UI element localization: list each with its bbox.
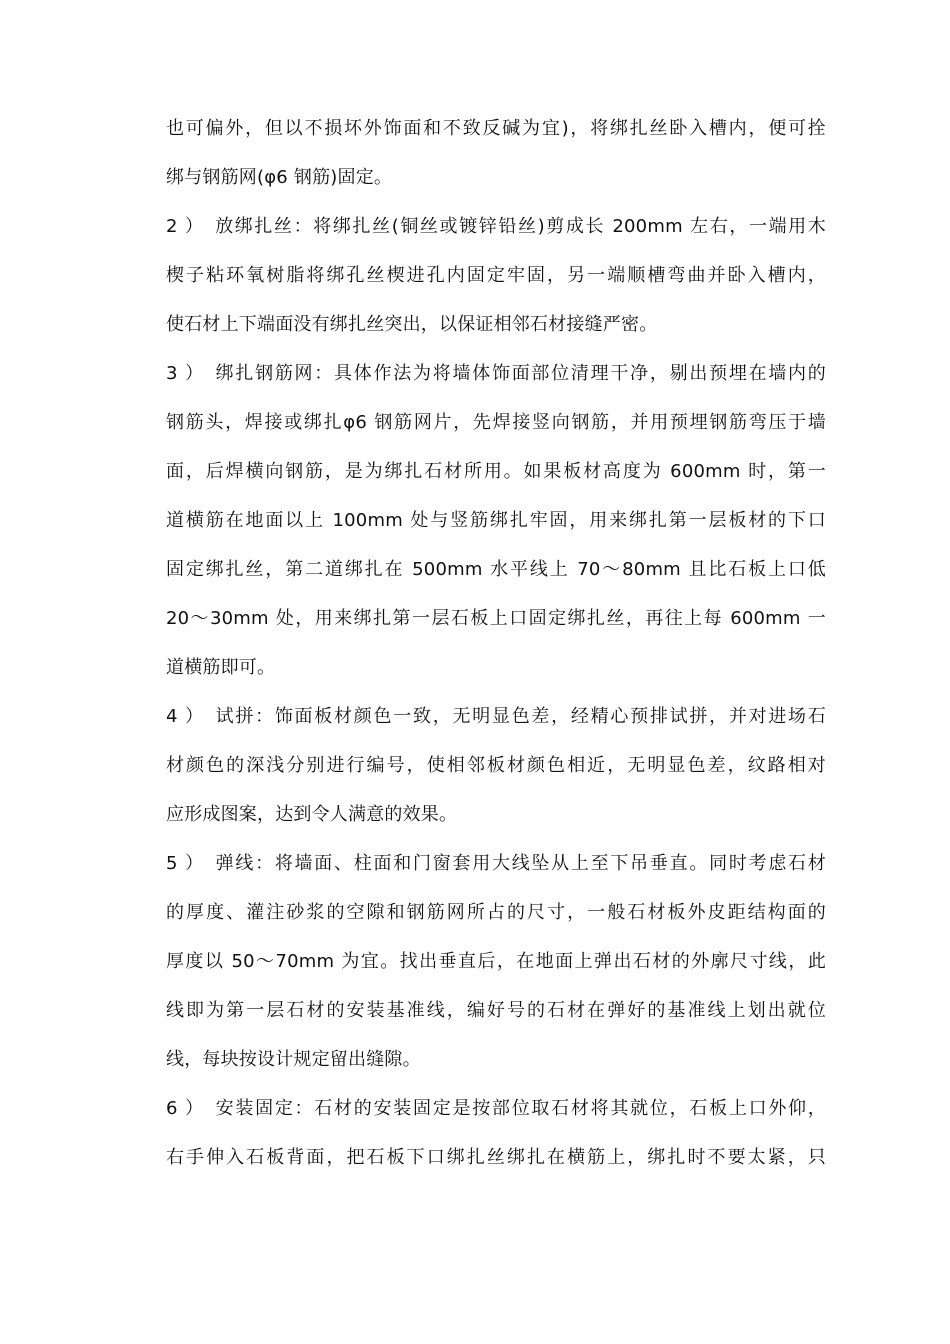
text-line: 钢筋头，焊接或绑扎φ6 钢筋网片，先焊接竖向钢筋，并用预埋钢筋弯压于墙 bbox=[166, 412, 826, 433]
text-line: 道横筋在地面以上 100mm 处与竖筋绑扎牢固，用来绑扎第一层板材的下口 bbox=[166, 510, 826, 531]
text-line: 使石材上下端面没有绑扎丝突出，以保证相邻石材接缝严密。 bbox=[166, 314, 658, 335]
list-item-6-line: 6 ） 安装固定：石材的安装固定是按部位取石材将其就位，石板上口外仰， bbox=[166, 1098, 826, 1119]
text-line: 固定绑扎丝，第二道绑扎在 500mm 水平线上 70～80mm 且比石板上口低 bbox=[166, 559, 826, 580]
text-line: 的厚度、灌注砂浆的空隙和钢筋网所占的尺寸，一般石材板外皮距结构面的 bbox=[166, 902, 826, 923]
list-item-2-line: 2 ） 放绑扎丝：将绑扎丝(铜丝或镀锌铅丝)剪成长 200mm 左右，一端用木 bbox=[166, 216, 826, 237]
list-item-3-line: 3 ） 绑扎钢筋网：具体作法为将墙体饰面部位清理干净，剔出预埋在墙内的 bbox=[166, 363, 826, 384]
text-line: 厚度以 50～70mm 为宜。找出垂直后，在地面上弹出石材的外廓尺寸线，此 bbox=[166, 951, 826, 972]
text-line: 楔子粘环氧树脂将绑孔丝楔进孔内固定牢固，另一端顺槽弯曲并卧入槽内， bbox=[166, 265, 826, 286]
text-line: 右手伸入石板背面，把石板下口绑扎丝绑扎在横筋上，绑扎时不要太紧，只 bbox=[166, 1147, 826, 1168]
text-line: 也可偏外，但以不损坏外饰面和不致反碱为宜)，将绑扎丝卧入槽内，便可拴 bbox=[166, 118, 826, 139]
text-line: 线即为第一层石材的安装基准线，编好号的石材在弹好的基准线上划出就位 bbox=[166, 1000, 826, 1021]
text-line: 面，后焊横向钢筋，是为绑扎石材所用。如果板材高度为 600mm 时，第一 bbox=[166, 461, 826, 482]
list-item-5-line: 5 ） 弹线：将墙面、柱面和门窗套用大线坠从上至下吊垂直。同时考虑石材 bbox=[166, 853, 826, 874]
list-item-4-line: 4 ） 试拼：饰面板材颜色一致，无明显色差，经精心预排试拼，并对进场石 bbox=[166, 706, 826, 727]
text-line: 材颜色的深浅分别进行编号，使相邻板材颜色相近，无明显色差，纹路相对 bbox=[166, 755, 826, 776]
text-line: 20～30mm 处，用来绑扎第一层石板上口固定绑扎丝，再往上每 600mm 一 bbox=[166, 608, 826, 629]
text-line: 绑与钢筋网(φ6 钢筋)固定。 bbox=[166, 167, 393, 188]
body-text bbox=[166, 104, 826, 1182]
text-line: 应形成图案，达到令人满意的效果。 bbox=[166, 804, 458, 825]
text-line: 线，每块按设计规定留出缝隙。 bbox=[166, 1049, 421, 1070]
text-line: 道横筋即可。 bbox=[166, 657, 276, 678]
